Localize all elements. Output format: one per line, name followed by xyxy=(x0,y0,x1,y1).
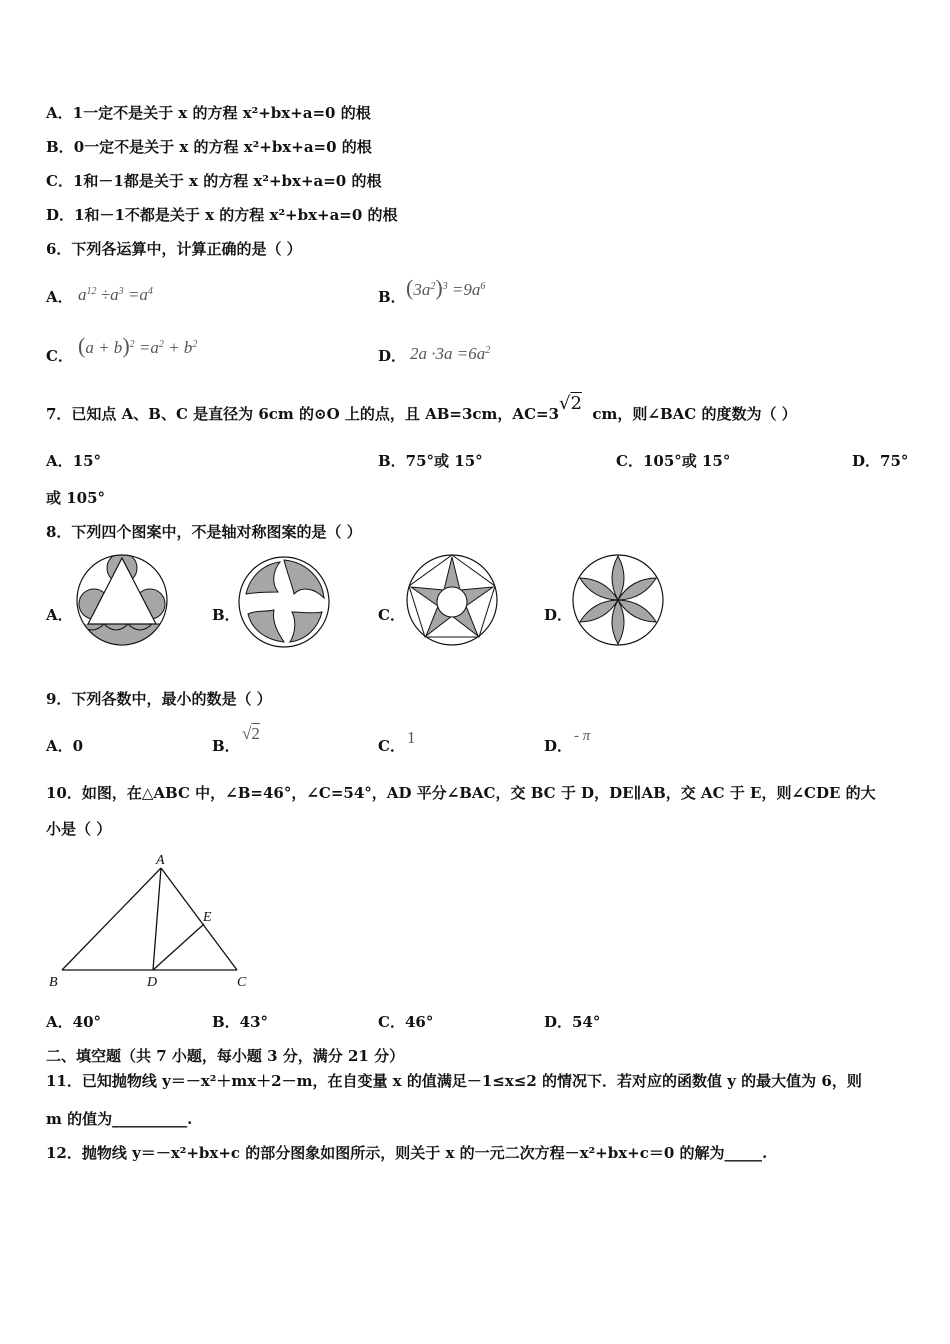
q10-stem-line2: 小是（ ） xyxy=(46,820,112,838)
q8-figure-c xyxy=(404,552,500,648)
sqrt-symbol: √2 xyxy=(559,393,582,414)
q8-option-c-label: C． xyxy=(378,606,405,624)
label-b: B xyxy=(49,975,58,990)
q8-figure-b xyxy=(236,554,332,650)
q7-option-a: A．15° xyxy=(46,452,102,470)
q6-option-b-formula: $(3a^2)^3 =9a^6$ xyxy=(406,275,486,300)
q6-option-a-formula: $a^{12} \div a^3 =a^4$ xyxy=(78,285,153,304)
q8-stem: 8．下列四个图案中，不是轴对称图案的是（ ） xyxy=(46,523,362,541)
q12-text: 12．抛物线 y＝－x²+bx+c 的部分图象如图所示，则关于 x 的一元二次方程－x²+bx+c＝0 的解为_____. xyxy=(46,1144,768,1162)
q7-option-d-continued: 或 105° xyxy=(46,489,106,507)
label-a: A xyxy=(156,853,165,868)
q5-option-b: B．0一定不是关于 x 的方程 x²+bx+a=0 的根 xyxy=(46,138,372,156)
side-ac xyxy=(161,868,237,970)
q8-option-d-label: D． xyxy=(544,606,573,624)
q9-option-b-label: B． xyxy=(212,737,240,755)
label-c: C xyxy=(237,975,247,990)
segment-de xyxy=(153,924,204,970)
q9-option-a: A．0 xyxy=(46,737,84,755)
q9-option-d-value: - π xyxy=(574,728,591,744)
q9-option-d-label: D． xyxy=(544,737,573,755)
q10-stem-line1: 10．如图，在△ABC 中，∠B=46°，∠C=54°，AD 平分∠BAC，交 BC 于 D，DE∥AB，交 AC 于 E，则∠CDE 的大 xyxy=(46,784,876,802)
section-heading: 二、填空题（共 7 小题，每小题 3 分，满分 21 分） xyxy=(46,1047,405,1065)
q11-line1: 11．已知抛物线 y＝－x²＋mx＋2－m，在自变量 x 的值满足－1≤x≤2 的情况下．若对应的函数值 y 的最大值为 6，则 xyxy=(46,1072,862,1090)
q10-triangle-figure xyxy=(40,848,260,998)
label-d: D xyxy=(147,975,158,990)
q7-option-d: D．75° xyxy=(852,452,909,470)
q7-stem: 7．已知点 A、B、C 是直径为 6cm 的⊙O 上的点，且 AB=3cm，AC=3√2 cm，则∠BAC 的度数为（ ） xyxy=(46,393,797,423)
q5-option-a: A．1一定不是关于 x 的方程 x²+bx+a=0 的根 xyxy=(46,104,371,122)
q10-option-b: B．43° xyxy=(212,1013,269,1031)
q6-option-d-label: D． xyxy=(378,347,407,365)
q6-stem: 6．下列各运算中，计算正确的是（ ） xyxy=(46,240,302,258)
q7-option-c: C．105°或 15° xyxy=(616,452,731,470)
q5-option-c: C．1和－1都是关于 x 的方程 x²+bx+a=0 的根 xyxy=(46,172,382,190)
q11-line2: m 的值为__________. xyxy=(46,1110,193,1128)
q6-option-d-formula: $2a \cdot 3a =6a^2$ xyxy=(410,344,491,363)
q5-option-d: D．1和－1不都是关于 x 的方程 x²+bx+a=0 的根 xyxy=(46,206,398,224)
q8-option-b-label: B． xyxy=(212,606,240,624)
q9-option-b-value: √2 xyxy=(242,724,260,743)
side-ab xyxy=(62,868,161,970)
q6-option-b-label: B． xyxy=(378,288,406,306)
q10-option-a: A．40° xyxy=(46,1013,102,1031)
q6-option-a-label: A． xyxy=(46,288,73,306)
q9-option-c-value: 1 xyxy=(407,728,416,747)
q8-option-a-label: A． xyxy=(46,606,73,624)
q9-option-c-label: C． xyxy=(378,737,405,755)
q7-option-b: B．75°或 15° xyxy=(378,452,483,470)
segment-ad xyxy=(153,868,161,970)
q8-figure-a xyxy=(74,552,170,648)
label-e: E xyxy=(203,910,212,925)
q8-figure-d xyxy=(570,552,666,648)
q10-option-c: C．46° xyxy=(378,1013,434,1031)
q10-option-d: D．54° xyxy=(544,1013,601,1031)
q6-option-c-label: C． xyxy=(46,347,73,365)
q9-stem: 9．下列各数中，最小的数是（ ） xyxy=(46,690,272,708)
q6-option-c-formula: $(a + b)^2 =a^2 + b^2$ xyxy=(78,333,198,358)
